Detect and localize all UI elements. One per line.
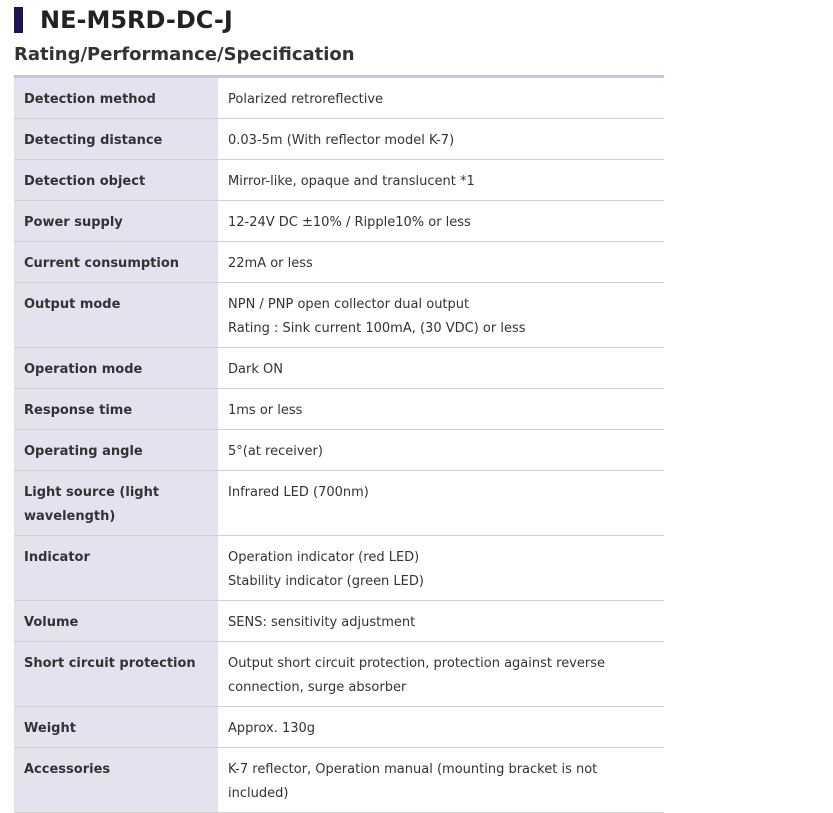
- table-row: [14, 160, 664, 201]
- table-row: [14, 77, 664, 119]
- spec-value: [218, 707, 664, 748]
- spec-label: Current consumption: [14, 242, 218, 283]
- table-row: [14, 707, 664, 748]
- spec-value: [218, 77, 664, 119]
- spec-value-line: Dark ON: [228, 362, 283, 377]
- spec-label: Operation mode: [14, 348, 218, 389]
- spec-label: Detecting distance: [14, 119, 218, 160]
- spec-value-line: Infrared LED (700nm): [228, 485, 369, 500]
- spec-value: [218, 389, 664, 430]
- spec-value: [218, 201, 664, 242]
- spec-value-line: SENS: sensitivity adjustment: [228, 615, 416, 630]
- page-title: NE-M5RD-DC-J: [40, 6, 233, 34]
- spec-value: [218, 160, 664, 201]
- spec-value: [218, 536, 664, 601]
- table-row: [14, 348, 664, 389]
- table-row: [14, 471, 664, 536]
- spec-value: [218, 601, 664, 642]
- table-row: [14, 430, 664, 471]
- spec-label: Output mode: [14, 283, 218, 348]
- table-row: [14, 601, 664, 642]
- spec-value: [218, 283, 664, 348]
- spec-label: Light source (light wavelength): [14, 471, 218, 536]
- spec-value-line: K-7 reflector, Operation manual (mounting bracket is not included): [228, 762, 598, 801]
- spec-value: [218, 430, 664, 471]
- spec-value-line: Approx. 130g: [228, 721, 316, 736]
- spec-value-line: 22mA or less: [228, 256, 313, 271]
- spec-value-line: Output short circuit protection, protection against reverse connection, surge absorber: [228, 656, 605, 695]
- spec-label: Power supply: [14, 201, 218, 242]
- table-row: [14, 283, 664, 348]
- spec-value-line: 0.03-5m (With reflector model K-7): [228, 133, 455, 148]
- spec-label: Weight: [14, 707, 218, 748]
- spec-label: Detection method: [14, 77, 218, 119]
- table-row: [14, 242, 664, 283]
- table-row: [14, 748, 664, 813]
- page-header: [14, 6, 233, 34]
- spec-value-line: Polarized retroreflective: [228, 92, 384, 107]
- spec-value-line: NPN / PNP open collector dual output: [228, 297, 470, 312]
- spec-label: Volume: [14, 601, 218, 642]
- spec-value-line: Rating : Sink current 100mA, (30 VDC) or less: [228, 321, 526, 336]
- table-row: [14, 389, 664, 430]
- table-row: [14, 119, 664, 160]
- spec-value: [218, 748, 664, 813]
- spec-label: Indicator: [14, 536, 218, 601]
- spec-label: Short circuit protection: [14, 642, 218, 707]
- spec-label: Operating angle: [14, 430, 218, 471]
- spec-label: Accessories: [14, 748, 218, 813]
- section-title: Rating/Performance/Specification: [14, 44, 355, 65]
- table-row: [14, 642, 664, 707]
- table-row: [14, 536, 664, 601]
- spec-table: [14, 75, 664, 813]
- spec-value: [218, 119, 664, 160]
- spec-value: [218, 242, 664, 283]
- spec-value-line: Operation indicator (red LED): [228, 550, 420, 565]
- spec-value: [218, 348, 664, 389]
- spec-label: Response time: [14, 389, 218, 430]
- spec-table-body: [14, 77, 664, 813]
- table-row: [14, 201, 664, 242]
- spec-value: [218, 642, 664, 707]
- spec-value-line: Mirror-like, opaque and translucent *1: [228, 174, 475, 189]
- title-accent-bar: [14, 7, 23, 33]
- spec-value-line: Stability indicator (green LED): [228, 574, 424, 589]
- spec-value-line: 1ms or less: [228, 403, 303, 418]
- spec-value-line: 5°(at receiver): [228, 444, 323, 459]
- spec-value: [218, 471, 664, 536]
- spec-value-line: 12-24V DC ±10% / Ripple10% or less: [228, 215, 471, 230]
- spec-label: Detection object: [14, 160, 218, 201]
